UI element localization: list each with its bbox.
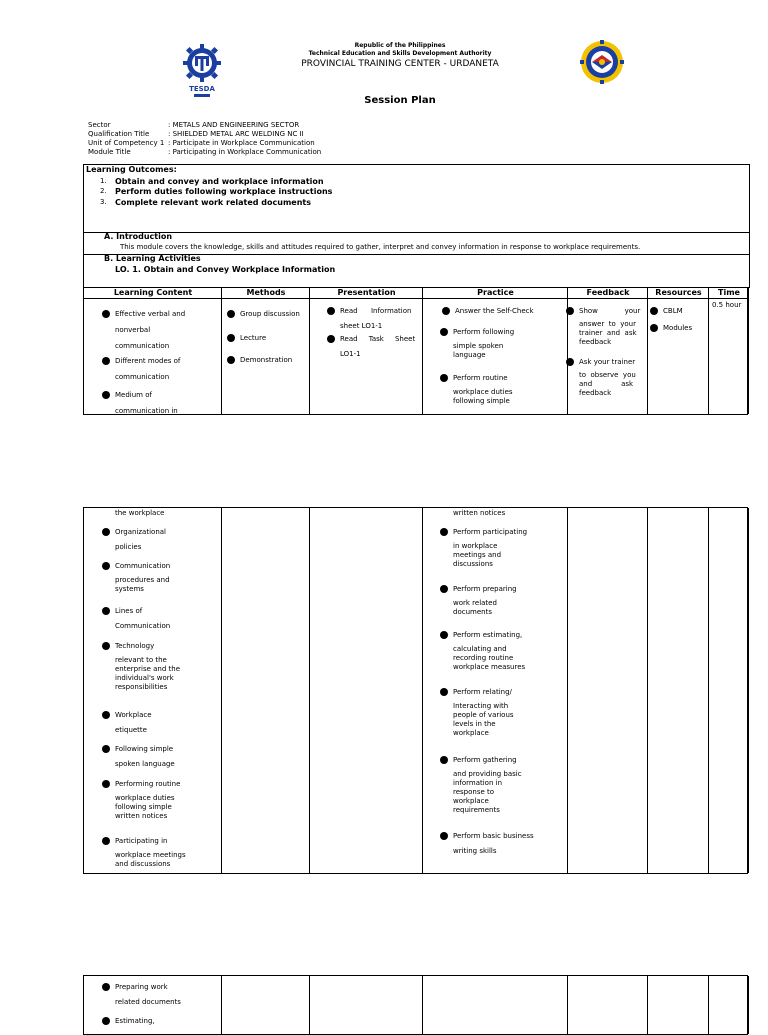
header-resources: Resources (655, 288, 702, 297)
bullet-icon (650, 307, 658, 315)
list-item: Workplace etiquette (115, 710, 152, 736)
lo-title: LO. 1. Obtain and Convey Workplace Information (115, 265, 336, 274)
header-republic: Republic of the Philippines (354, 42, 446, 49)
learning-activities-box (83, 254, 750, 288)
bullet-icon (102, 837, 110, 845)
list-item: Perform relating/ Interacting with people of various levels in the workplace (453, 687, 514, 738)
list-item: Perform estimating, calculating and recording routine workplace measures (453, 630, 525, 672)
list-item: Participating in workplace meetings and discussions (115, 836, 186, 869)
list-item: Communication procedures and systems (115, 561, 170, 594)
bullet-icon (102, 310, 110, 318)
bullet-icon (102, 642, 110, 650)
info-label: Module Title (88, 148, 131, 156)
table-header-row (84, 288, 747, 299)
learning-outcome-item: 1. Obtain and convey and workplace information (100, 177, 324, 186)
info-sector (88, 121, 299, 129)
bullet-icon (442, 307, 450, 315)
header-practice: Practice (477, 288, 514, 297)
list-item: Effective verbal and nonverbal communication (115, 309, 185, 352)
bullet-icon (440, 631, 448, 639)
bullet-icon (102, 983, 110, 991)
info-value: : METALS AND ENGINEERING SECTOR (168, 121, 300, 129)
info-label: Unit of Competency 1 (88, 139, 165, 147)
bullet-icon (440, 832, 448, 840)
bullet-icon (566, 307, 574, 315)
header-methods: Methods (246, 288, 286, 297)
header-center: PROVINCIAL TRAINING CENTER - URDANETA (301, 59, 499, 69)
introduction-text: This module covers the knowledge, skills and attitudes required to gather, interpret and convey information in response to workplace requirements. (120, 243, 641, 251)
bullet-icon (440, 688, 448, 696)
list-item: Demonstration (240, 355, 292, 366)
bullet-icon (440, 374, 448, 382)
list-item: Ask your trainer to observe you and ask feedback (579, 357, 643, 398)
activity-table-1 (83, 287, 748, 415)
list-item: Estimating, (115, 1016, 155, 1027)
bullet-icon (102, 711, 110, 719)
tesda-logo (182, 43, 222, 99)
activity-table-3 (83, 975, 748, 1035)
header-feedback: Feedback (586, 288, 630, 297)
introduction-heading: A. Introduction (104, 232, 173, 241)
tesda-logo-text: TESDA (189, 85, 215, 93)
list-item: Organizational policies (115, 527, 166, 553)
bullet-icon (227, 334, 235, 342)
list-item: Answer the Self-Check (455, 306, 534, 317)
header-learning-content: Learning Content (113, 288, 193, 297)
list-item: the workplace (115, 509, 165, 517)
learning-outcomes-box (83, 164, 750, 233)
info-qualification (88, 130, 304, 138)
header-time: Time (718, 288, 740, 297)
info-unit (88, 139, 315, 147)
learning-outcome-item: 3. Complete relevant work related documents (100, 198, 312, 207)
learning-outcome-item: 2. Perform duties following workplace instructions (100, 187, 333, 196)
list-item: Read Information sheet LO1-1 (340, 306, 418, 332)
list-item: written notices (453, 509, 506, 517)
info-label: Qualification Title (88, 130, 150, 138)
learning-activities-heading: B. Learning Activities (104, 254, 201, 263)
bullet-icon (566, 358, 574, 366)
bullet-icon (440, 328, 448, 336)
info-module (88, 148, 321, 156)
info-value: : Participating in Workplace Communication (168, 148, 322, 156)
info-label: Sector (88, 121, 111, 129)
list-item: Group discussion (240, 309, 300, 320)
page-title: Session Plan (364, 95, 436, 106)
info-value: : Participate in Workplace Communication (168, 139, 315, 147)
bullet-icon (102, 780, 110, 788)
bullet-icon (440, 528, 448, 536)
list-item: Perform following simple spoken language (453, 327, 514, 360)
list-item: Perform participating in workplace meetings and discussions (453, 527, 527, 569)
learning-outcomes-heading: Learning Outcomes: (86, 165, 177, 174)
bullet-icon (102, 391, 110, 399)
bullet-icon (227, 356, 235, 364)
list-item: Show your answer to your trainer and ask feedback (579, 306, 643, 347)
bullet-icon (102, 745, 110, 753)
bullet-icon (102, 357, 110, 365)
bullet-icon (227, 310, 235, 318)
list-item: Perform preparing work related documents (453, 584, 517, 617)
list-item: Perform basic business writing skills (453, 831, 534, 857)
info-value: : SHIELDED METAL ARC WELDING NC II (168, 130, 304, 138)
list-item: Medium of communication in (115, 390, 178, 417)
list-item: Different modes of communication (115, 356, 180, 383)
list-item: Read Task Sheet LO1-1 (340, 334, 418, 360)
header-agency: Technical Education and Skills Development Authority (308, 50, 492, 57)
bullet-icon (102, 528, 110, 536)
bullet-icon (440, 585, 448, 593)
list-item: Technology relevant to the enterprise and the individual's work responsibilities (115, 641, 180, 692)
bullet-icon (327, 307, 335, 315)
bullet-icon (102, 562, 110, 570)
activity-table-2 (83, 507, 748, 874)
bullet-icon (102, 607, 110, 615)
list-item: Following simple spoken language (115, 744, 175, 770)
list-item: Modules (663, 323, 692, 334)
bullet-icon (650, 324, 658, 332)
bullet-icon (440, 756, 448, 764)
header-presentation: Presentation (337, 288, 396, 297)
list-item: Lines of Communication (115, 606, 170, 632)
bullet-icon (327, 335, 335, 343)
list-item: Preparing work related documents (115, 982, 181, 1008)
time-value: 0.5 hour (712, 301, 742, 309)
list-item: CBLM (663, 306, 683, 317)
list-item: Perform routine workplace duties following simple (453, 373, 513, 406)
list-item: Perform gathering and providing basic information in response to workplace requirements (453, 755, 522, 815)
list-item: Performing routine workplace duties following simple written notices (115, 779, 180, 821)
list-item: Lecture (240, 333, 266, 344)
provincial-seal-logo (580, 40, 624, 84)
introduction-box (83, 231, 750, 255)
